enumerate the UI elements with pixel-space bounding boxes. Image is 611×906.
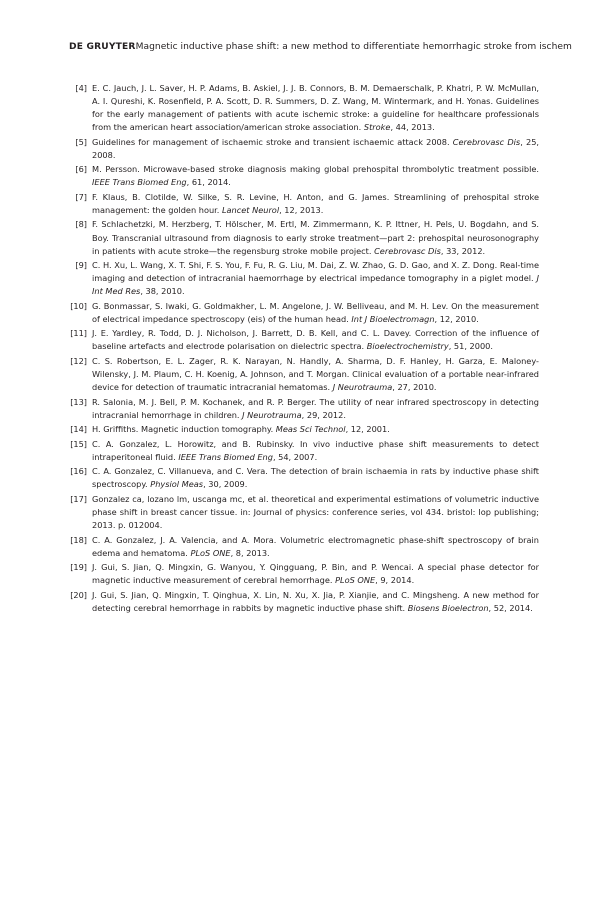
reference-volume-year: , 61, 2014. <box>186 177 231 188</box>
reference-journal: J Neurotrauma <box>332 382 393 393</box>
reference-authors: F. Schlachetzki, M. Herzberg, T. Hölscher, M. Ertl, M. Zimmermann, K. P. Ittner, H. Pels, U. Bogdahn, and S. Boy. <box>92 219 539 243</box>
reference-item <box>69 136 539 162</box>
reference-item <box>69 300 539 326</box>
reference-journal: Cerebrovasc Dis <box>374 245 441 256</box>
reference-label: [12] <box>70 355 87 366</box>
reference-authors: H. Griffiths. <box>92 424 139 435</box>
reference-title: A special phase detector for magnetic inductive measurement of cerebral hemorrhage. <box>92 562 539 586</box>
reference-volume-year: , 29, 2012. <box>301 409 346 420</box>
reference-journal: Cerebrovasc Dis <box>452 136 521 147</box>
reference-title: Guidelines for the early management of patients with acute ischemic stroke: a guideline for healthcare professionals from the american heart association/american stroke association. <box>92 96 540 133</box>
reference-journal: Biosens Bioelectron <box>407 602 489 613</box>
reference-volume-year: , 38, 2010. <box>140 286 185 297</box>
reference-title: Transcranial ultrasound from diagnosis to early stroke treatment—part 2: prehospital neurosonography in patients with acute stroke—the regensburg stroke mobile project. <box>92 232 539 256</box>
reference-authors: R. Salonia, M. J. Bell, P. M. Kochanek, and R. P. Berger. <box>92 396 317 407</box>
reference-item <box>69 561 539 587</box>
reference-text <box>92 423 539 436</box>
reference-item <box>69 396 539 422</box>
reference-item <box>69 259 539 298</box>
reference-journal: PLoS ONE <box>190 547 231 558</box>
reference-label: [17] <box>70 493 87 504</box>
reference-text <box>92 493 539 532</box>
reference-volume-year: , 51, 2000. <box>448 341 493 352</box>
reference-text <box>92 300 539 326</box>
publisher-brand: DE GRUYTER <box>69 42 136 52</box>
reference-journal: Lancet Neurol <box>221 204 280 215</box>
reference-volume-year: , 44, 2013. <box>390 122 435 133</box>
reference-journal: Physiol Meas <box>150 479 204 490</box>
reference-title: Microwave-based stroke diagnosis making global prehospital thrombolytic treatment possible. <box>143 164 539 175</box>
reference-journal: IEEE Trans Biomed Eng <box>92 177 187 188</box>
reference-label: [10] <box>70 300 87 311</box>
reference-journal: Int J Bioelectromagn <box>351 313 435 324</box>
reference-item <box>69 82 539 134</box>
reference-journal: J Int Med Res <box>92 273 540 297</box>
reference-volume-year: , 30, 2009. <box>203 479 248 490</box>
reference-authors: J. Gui, S. Jian, Q. Mingxin, G. Wanyou, Y. Qingguang, P. Bin, and P. Wencai. <box>92 562 414 573</box>
reference-text <box>92 438 539 464</box>
reference-title: A new method for detecting cerebral hemorrhage in rabbits by magnetic inductive phase shift. <box>92 589 539 613</box>
reference-journal: Stroke <box>363 122 391 133</box>
reference-item <box>69 163 539 189</box>
reference-journal: IEEE Trans Biomed Eng <box>178 451 273 462</box>
reference-label: [6] <box>75 164 87 175</box>
reference-list <box>69 82 539 616</box>
reference-item <box>69 493 539 532</box>
reference-journal: J Neurotrauma <box>242 409 302 420</box>
reference-label: [15] <box>70 438 87 449</box>
reference-volume-year: , 9, 2014. <box>375 575 415 586</box>
reference-text <box>92 163 539 189</box>
reference-text <box>92 355 539 394</box>
reference-authors: C. H. Xu, L. Wang, X. T. Shi, F. S. You, F. Fu, R. G. Liu, M. Dai, Z. W. Zhao, G. D. Gao, and X. Z. Dong. <box>92 260 498 271</box>
reference-label: [16] <box>70 466 87 477</box>
reference-item <box>69 534 539 560</box>
reference-item <box>69 355 539 394</box>
reference-title: theoretical and experimental estimations of volumetric inductive phase shift in breast cancer tissue. in: Journal of physics: conference series, vol 434. bristol: Iop publishing; 2013. p. 012004. <box>92 493 540 530</box>
reference-title: Magnetic induction tomography. <box>141 424 274 435</box>
reference-label: [4] <box>75 83 87 93</box>
reference-text <box>92 259 539 298</box>
reference-title: In vivo inductive phase shift measurements to detect intraperitoneal fluid. <box>92 438 539 462</box>
reference-volume-year: , 12, 2013. <box>279 204 324 215</box>
reference-text <box>92 465 539 491</box>
reference-text <box>92 327 539 353</box>
reference-item <box>69 438 539 464</box>
reference-authors: J. Gui, S. Jian, Q. Mingxin, T. Qinghua, X. Lin, N. Xu, X. Jia, P. Xianjie, and C. Mingsheng. <box>92 589 461 600</box>
reference-authors: C. A. Gonzalez, L. Horowitz, and B. Rubinsky. <box>92 438 295 449</box>
reference-authors: M. Persson. <box>92 164 140 175</box>
reference-title: The utility of near infrared spectroscopy in detecting intracranial hemorrhage in children. <box>92 396 540 420</box>
reference-item <box>69 423 539 436</box>
reference-title: Correction of the influence of baseline artefacts and electrode polarisation on dielectric spectra. <box>92 328 540 352</box>
reference-title: Real-time imaging and detection of intracranial haemorrhage by electrical impedance tomography in a piglet model. <box>92 260 539 284</box>
reference-volume-year: , 8, 2013. <box>230 547 270 558</box>
reference-item <box>69 465 539 491</box>
reference-label: [7] <box>75 191 87 202</box>
reference-item <box>69 327 539 353</box>
reference-text <box>92 218 539 257</box>
reference-title: Streamlining of prehospital stroke management: the golden hour. <box>92 191 539 215</box>
reference-volume-year: , 54, 2007. <box>272 451 318 462</box>
reference-authors: J. E. Yardley, R. Todd, D. J. Nicholson, J. Barrett, D. B. Kell, and C. L. Davey. <box>92 328 412 339</box>
reference-label: [19] <box>70 562 87 573</box>
reference-text <box>92 396 539 422</box>
reference-title: Clinical evaluation of a portable near-infrared device for detection of traumatic intracranial hematomas. <box>92 368 539 393</box>
reference-label: [20] <box>70 589 87 600</box>
reference-authors: Gonzalez ca, lozano lm, uscanga mc, et al. <box>92 493 269 504</box>
reference-volume-year: , 12, 2010. <box>434 313 479 324</box>
reference-authors: F. Klaus, B. Clotilde, W. Silke, S. R. Levine, H. Anton, and G. James. <box>92 191 390 202</box>
reference-text <box>92 534 539 560</box>
reference-item <box>69 218 539 257</box>
reference-text <box>92 561 539 587</box>
reference-volume-year: , 12, 2001. <box>345 424 390 435</box>
reference-title: The detection of brain ischaemia in rats by inductive phase shift spectroscopy. <box>92 466 539 490</box>
reference-label: [11] <box>70 328 87 339</box>
reference-text <box>92 136 539 162</box>
running-title: Magnetic inductive phase shift: a new method to differentiate hemorrhagic stroke from ischem <box>135 42 572 52</box>
reference-title: Guidelines for management of ischaemic stroke and transient ischaemic attack 2008. <box>92 136 450 147</box>
reference-authors: C. A. Gonzalez, J. A. Valencia, and A. Mora. <box>92 534 277 545</box>
reference-item <box>69 589 539 615</box>
reference-text <box>92 589 539 615</box>
reference-label: [8] <box>75 219 87 230</box>
page-running-header <box>69 38 611 56</box>
reference-journal: Bioelectrochemistry <box>366 341 449 352</box>
reference-journal: Meas Sci Technol <box>275 424 346 435</box>
reference-volume-year: , 52, 2014. <box>488 602 533 613</box>
reference-label: [13] <box>70 396 87 407</box>
reference-volume-year: , 25, 2008. <box>92 136 540 160</box>
reference-text <box>92 82 539 134</box>
reference-title: On the measurement of electrical impedance spectroscopy (eis) of the human head. <box>92 300 539 324</box>
reference-authors: C. A. Gonzalez, C. Villanueva, and C. Vera. <box>92 466 268 477</box>
reference-authors: E. C. Jauch, J. L. Saver, H. P. Adams, B. Askiel, J. J. B. Connors, B. M. Demaerschalk, P. Khatri, P. W. McMullan, A. I. Qureshi, K. Rosenfield, P. A. Scott, D. R. Summers, D. Z. Wang, M. Wintermark, and H. Yonas. <box>92 83 539 107</box>
reference-authors: G. Bonmassar, S. Iwaki, G. Goldmakher, L. M. Angelone, J. W. Belliveau, and M. H. Lev. <box>92 300 449 311</box>
reference-journal: PLoS ONE <box>335 575 376 586</box>
reference-label: [9] <box>75 260 87 271</box>
reference-text <box>92 191 539 217</box>
reference-volume-year: , 33, 2012. <box>440 245 486 256</box>
reference-label: [18] <box>70 534 87 545</box>
reference-authors: C. S. Robertson, E. L. Zager, R. K. Narayan, N. Handly, A. Sharma, D. F. Hanley, H. Garza, E. Maloney-Wilensky, J. M. Plaum, C. H. Koenig, A. Johnson, and T. Morgan. <box>92 355 539 379</box>
reference-label: [14] <box>70 424 87 435</box>
reference-item <box>69 191 539 217</box>
reference-title: Volumetric electromagnetic phase-shift spectroscopy of brain edema and hematoma. <box>92 534 539 558</box>
reference-label: [5] <box>75 136 87 147</box>
reference-volume-year: , 27, 2010. <box>392 382 437 393</box>
